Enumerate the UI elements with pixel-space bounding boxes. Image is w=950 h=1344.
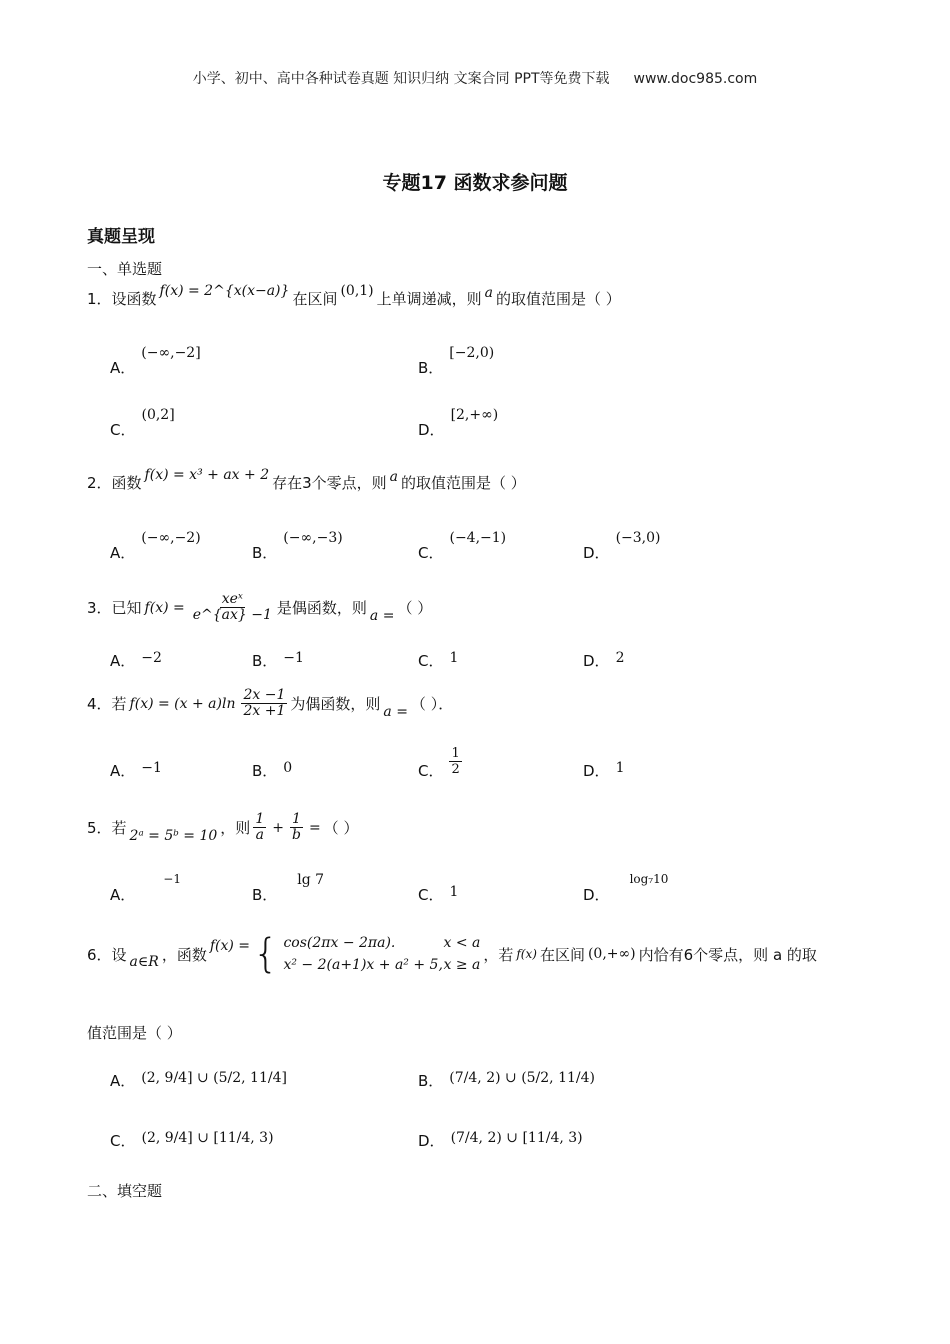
q5-option-d[interactable] [583,872,668,905]
option-label: C． [418,886,444,904]
q2-option-c[interactable] [418,530,506,563]
q5-text-1: ，则 [220,819,251,837]
option-value: (−∞,−2] [141,345,201,361]
q5-option-b[interactable] [252,872,324,905]
q6-number: 6．设 [87,945,127,964]
q6-option-a[interactable] [110,1056,287,1091]
q5-option-a[interactable] [110,872,181,905]
option-label: A． [110,359,136,377]
q4-function-left: f(x) = (x + a)ln [129,695,236,712]
q1-option-c[interactable] [110,407,175,440]
q6-function-left: f(x) = [209,938,251,954]
q2-option-d[interactable] [583,530,660,563]
question-4 [87,688,453,719]
page-title: 专题17 函数求参问题 [382,172,568,194]
numerator: 1 [451,746,460,761]
option-label: C． [418,762,444,780]
q5-fraction-1 [253,812,266,843]
numerator: 1 [255,811,265,827]
option-label: B． [418,1072,444,1090]
q2-number: 2．函数 [87,474,142,492]
header-site-link[interactable]: www.doc985.com [633,71,758,87]
brace-icon: { [253,931,279,977]
option-label: A． [110,652,136,670]
question-6 [87,932,817,976]
q4-option-c-fraction [449,746,461,777]
option-label: A． [110,1072,136,1090]
option-label: D． [583,886,610,904]
option-label: A． [110,762,136,780]
q1-text-3: 的取值范围是（ ） [496,290,621,308]
option-value: −1 [141,760,162,776]
q3-denominator: e^{ax} −1 [192,607,272,623]
q4-text-1: 为偶函数，则 [290,695,381,713]
q1-a: a [484,284,494,301]
q1-option-d[interactable] [418,407,498,440]
section-heading: 真题呈现 [87,227,155,247]
option-label: C． [418,544,444,562]
q6-text-2: ，若 [483,945,514,964]
option-label: D． [583,544,610,562]
option-value: 1 [615,760,625,776]
question-5 [87,812,358,843]
option-value: [2,+∞) [450,407,499,423]
question-3 [87,592,432,623]
part-single-choice: 一、单选题 [87,260,163,278]
q1-function: f(x) = 2^{x(x−a)} [159,282,290,299]
q1-text-2: 上单调递减，则 [376,290,482,308]
q4-option-a[interactable] [110,760,162,781]
denominator: 2 [451,762,460,777]
q3-function-left: f(x) = [144,599,185,616]
option-label: B． [252,762,278,780]
q6-fx: f(x) [516,947,537,961]
option-value: 0 [283,760,293,776]
q6-option-c[interactable] [110,1116,274,1151]
option-label: D． [418,1132,445,1150]
option-value: −1 [283,650,304,666]
q1-option-a[interactable] [110,345,201,378]
q6-case-2: x² − 2(a+1)x + a² + 5, [283,957,443,973]
q2-function: f(x) = x³ + ax + 2 [144,466,270,483]
q4-number: 4．若 [87,695,127,713]
option-value: (7/4, 2) ∪ [11/4, 3) [450,1130,583,1146]
q1-option-b[interactable] [418,345,494,378]
q5-fraction-2 [290,812,303,843]
option-label: A． [110,544,136,562]
option-value: (−∞,−2) [141,530,201,546]
q4-option-d[interactable] [583,760,624,781]
q1-interval: (0,1) [340,282,374,299]
option-value: (−3,0) [615,530,661,546]
q3-numerator: xeˣ [221,591,243,607]
q4-text-2: （ ）． [410,695,454,713]
q5-plus: + [272,819,284,836]
q2-text-1: 存在3个零点，则 [272,474,387,492]
option-value: [−2,0) [449,345,495,361]
q1-text-1: 在区间 [292,290,338,308]
q3-option-a[interactable] [110,650,162,671]
option-value: 1 [449,884,459,900]
q5-eq: = [308,819,321,836]
q6-line-2: 值范围是（ ） [87,1024,182,1042]
denominator: b [291,827,301,843]
q3-number: 3．已知 [87,599,142,617]
q2-text-2: 的取值范围是（ ） [401,474,526,492]
q3-option-c[interactable] [418,650,458,671]
q4-fraction [241,688,287,719]
option-label: B． [418,359,444,377]
q6-interval: (0,+∞) [587,946,636,962]
option-label: A． [110,886,136,904]
q6-option-b[interactable] [418,1056,595,1091]
option-value: lg 7 [297,872,325,888]
q5-number: 5．若 [87,819,127,837]
q3-text-2: （ ） [397,599,433,617]
q2-option-a[interactable] [110,530,201,563]
q6-case-1: cos(2πx − 2πa). [283,935,396,951]
option-label: B． [252,544,278,562]
q2-a: a [389,468,399,485]
q3-fraction [191,592,274,623]
option-value: (0,2] [141,407,175,423]
option-value: (−4,−1) [449,530,507,546]
q4-eq: a = [383,703,408,720]
option-label: C． [110,1132,136,1150]
q3-option-b[interactable] [252,650,304,671]
option-value: (7/4, 2) ∪ (5/2, 11/4) [449,1070,595,1086]
option-value: (2, 9/4] ∪ (5/2, 11/4] [141,1070,287,1086]
q5-condition: 2ᵃ = 5ᵇ = 10 [129,827,218,844]
option-label: D． [583,652,610,670]
q4-option-c[interactable] [418,746,462,781]
option-label: B． [252,652,278,670]
q6-option-d[interactable] [418,1116,583,1151]
part-fill-in: 二、填空题 [87,1182,163,1200]
option-label: D． [583,762,610,780]
denominator: a [255,827,264,843]
q5-text-2: （ ） [323,819,359,837]
q6-a-in-r: a∈R [129,954,159,970]
q3-option-d[interactable] [583,650,624,671]
q6-cond-1: x < a [443,935,481,951]
q4-option-b[interactable] [252,760,292,781]
question-1 [87,282,621,309]
q6-text-4: 内恰有6个零点，则 a 的取 [638,945,817,964]
option-label: B． [252,886,278,904]
question-2 [87,466,526,493]
option-label: C． [110,421,136,439]
option-value: log₇10 [629,872,669,886]
q5-option-c[interactable] [418,884,458,905]
option-value: (2, 9/4] ∪ [11/4, 3) [141,1130,274,1146]
q6-cond-2: x ≥ a [443,957,481,973]
option-value: 2 [615,650,625,666]
q3-eq: a = [369,607,395,624]
q6-piecewise [253,932,483,976]
q2-option-b[interactable] [252,530,343,563]
option-label: D． [418,421,445,439]
header-text: 小学、初中、高中各种试卷真题 知识归纳 文案合同 PPT等免费下载 [192,71,610,87]
numerator: 1 [291,811,301,827]
option-value: (−∞,−3) [283,530,343,546]
page-header [0,68,950,88]
q1-number: 1．设函数 [87,290,157,308]
q6-text-1: ，函数 [161,945,207,964]
option-value: −1 [163,872,181,886]
q6-text-3: 在区间 [539,945,585,964]
q3-text-1: 是偶函数，则 [276,599,367,617]
option-value: 1 [449,650,459,666]
option-label: C． [418,652,444,670]
option-value: −2 [141,650,162,666]
q4-numerator: 2x −1 [243,687,286,703]
q4-denominator: 2x +1 [243,703,286,719]
